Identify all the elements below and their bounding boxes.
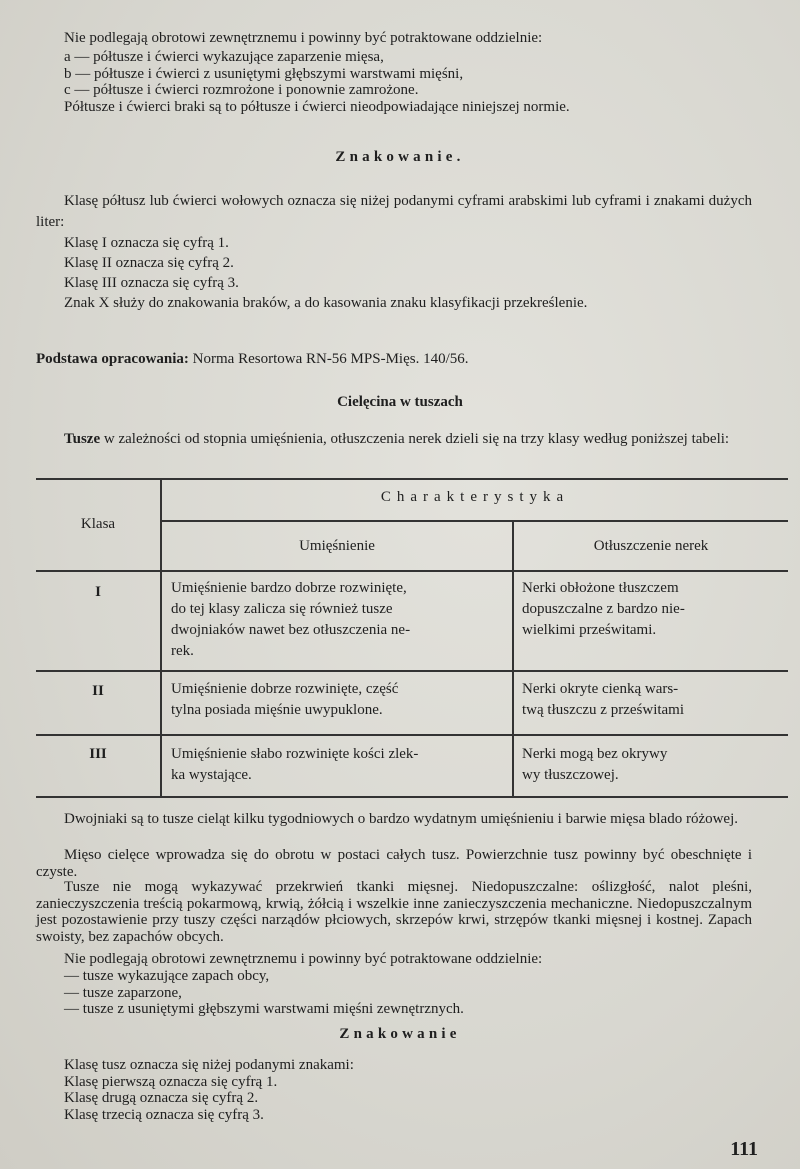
row-umiesnienie: Umięśnienie bardzo dobrze rozwinięte, do tej klasy zalicza się również tusze dwojniaków nawet bez otłuszczenia ne- rek. bbox=[171, 580, 411, 659]
class-list bbox=[64, 233, 744, 293]
list-item: Klasę drugą oznacza się cyfrą 2. bbox=[64, 1090, 259, 1106]
braki-paragraph: Półtusze i ćwierci braki są to półtusze i ćwierci nieodpowiadające niniejszej normie. bbox=[64, 99, 570, 115]
list-item: — tusze z usuniętymi głębszymi warstwami mięśni zewnętrznych. bbox=[64, 1001, 464, 1017]
header-umiesnienie: Umięśnienie bbox=[299, 538, 375, 554]
header-klasa: Klasa bbox=[80, 516, 116, 532]
intro-list bbox=[64, 49, 744, 99]
row-class-label: III bbox=[89, 746, 107, 762]
list-item: Klasę I oznacza się cyfrą 1. bbox=[64, 235, 229, 251]
row-umiesnienie: Umięśnienie dobrze rozwinięte, część tylna posiada mięśnie uwypuklone. bbox=[171, 681, 399, 718]
section-heading-znakowanie: Znakowanie. bbox=[335, 149, 465, 165]
dwojniaki-paragraph: Dwojniaki są to tusze cieląt kilku tygodniowych o bardzo wydatnym umięśnieniu i barwie mięsa blado różowej. bbox=[64, 811, 739, 827]
tusze-intro-paragraph bbox=[36, 429, 752, 449]
znak-x-paragraph: Znak X służy do znakowania braków, a do kasowania znaku klasyfikacji przekreślenie. bbox=[64, 295, 588, 311]
podstawa-line bbox=[36, 351, 752, 368]
section-heading-znakowanie-2: Znakowanie bbox=[339, 1026, 461, 1042]
intro-paragraph: Nie podlegają obrotowi zewnętrznemu i powinny być potraktowane oddzielnie: bbox=[64, 30, 543, 46]
list-item: Klasę tusz oznacza się niżej podanymi znakami: bbox=[64, 1057, 354, 1073]
tusze-intro-bold: Tusze bbox=[64, 431, 101, 447]
list-item: Klasę III oznacza się cyfrą 3. bbox=[64, 275, 239, 291]
row-otluszczenie: Nerki okryte cienką wars- twą tłuszczu z prześwitami bbox=[522, 681, 685, 718]
row-class-label: I bbox=[95, 584, 101, 600]
list-item: Klasę pierwszą oznacza się cyfrą 1. bbox=[64, 1073, 278, 1090]
header-charakterystyka: Charakterystyka bbox=[380, 489, 570, 505]
list-item: b — półtusze i ćwierci z usuniętymi głębszymi warstwami mięśni, bbox=[64, 65, 464, 82]
podstawa-text: Norma Resortowa RN-56 MPS-Mięs. 140/56. bbox=[192, 351, 469, 367]
row-otluszczenie: Nerki mogą bez okrywy wy tłuszczowej. bbox=[522, 746, 668, 783]
tusze-intro-text: w zależności od stopnia umięśnienia, otłuszczenia nerek dzieli się na trzy klasy według poniższej tabeli: bbox=[103, 431, 730, 447]
tusze-list bbox=[64, 968, 744, 1018]
list-item: a — półtusze i ćwierci wykazujące zaparzenie mięsa, bbox=[64, 49, 384, 65]
znakowanie-2-list bbox=[64, 1057, 744, 1123]
mieso-paragraph: Mięso cielęce wprowadza się do obrotu w postaci całych tusz. Powierzchnie tusz powinny być obeschnięte i czyste. bbox=[36, 847, 752, 880]
list-item: — tusze wykazujące zapach obcy, bbox=[64, 968, 270, 984]
nie-podlegaja-paragraph: Nie podlegają obrotowi zewnętrznemu i powinny być potraktowane oddzielnie: bbox=[64, 951, 543, 967]
list-item: c — półtusze i ćwierci rozmrożone i ponownie zamrożone. bbox=[64, 82, 419, 98]
podstawa-label: Podstawa opracowania: bbox=[36, 351, 189, 367]
header-otluszczenie: Otłuszczenie nerek bbox=[593, 538, 709, 554]
row-otluszczenie: Nerki obłożone tłuszczem dopuszczalne z bardzo nie- wielkimi prześwitami. bbox=[522, 580, 685, 638]
page-number: 111 bbox=[730, 1138, 758, 1160]
row-umiesnienie: Umięśnienie słabo rozwinięte kości zlek- ka wystające. bbox=[171, 746, 419, 783]
section-heading-cielecina: Cielęcina w tuszach bbox=[337, 394, 463, 410]
list-item: — tusze zaparzone, bbox=[64, 984, 182, 1001]
classification-table bbox=[36, 478, 788, 800]
tusze-paragraph: Tusze nie mogą wykazywać przekrwień tkanki mięsnej. Niedopuszczalne: oślizgłość, nalot pleśni, zanieczyszczenia treścią pokarmową, krwią, żółcią i wszelkie inne zanieczyszczenia mechaniczne. Niedopuszczalnym jest pozostawienie przy tuszy części narządów płciowych, skrzepów krwi, strzępów tkanki mięsnej i kostnej. Zapach swoisty, bez zapachów obcych. bbox=[36, 879, 752, 945]
row-class-label: II bbox=[92, 683, 104, 699]
znakowanie-paragraph: Klasę półtusz lub ćwierci wołowych oznacza się niżej podanymi cyframi arabskimi lub cyframi i znakami dużych liter: bbox=[36, 193, 752, 230]
list-item: Klasę II oznacza się cyfrą 2. bbox=[64, 255, 234, 271]
list-item: Klasę trzecią oznacza się cyfrą 3. bbox=[64, 1106, 264, 1123]
